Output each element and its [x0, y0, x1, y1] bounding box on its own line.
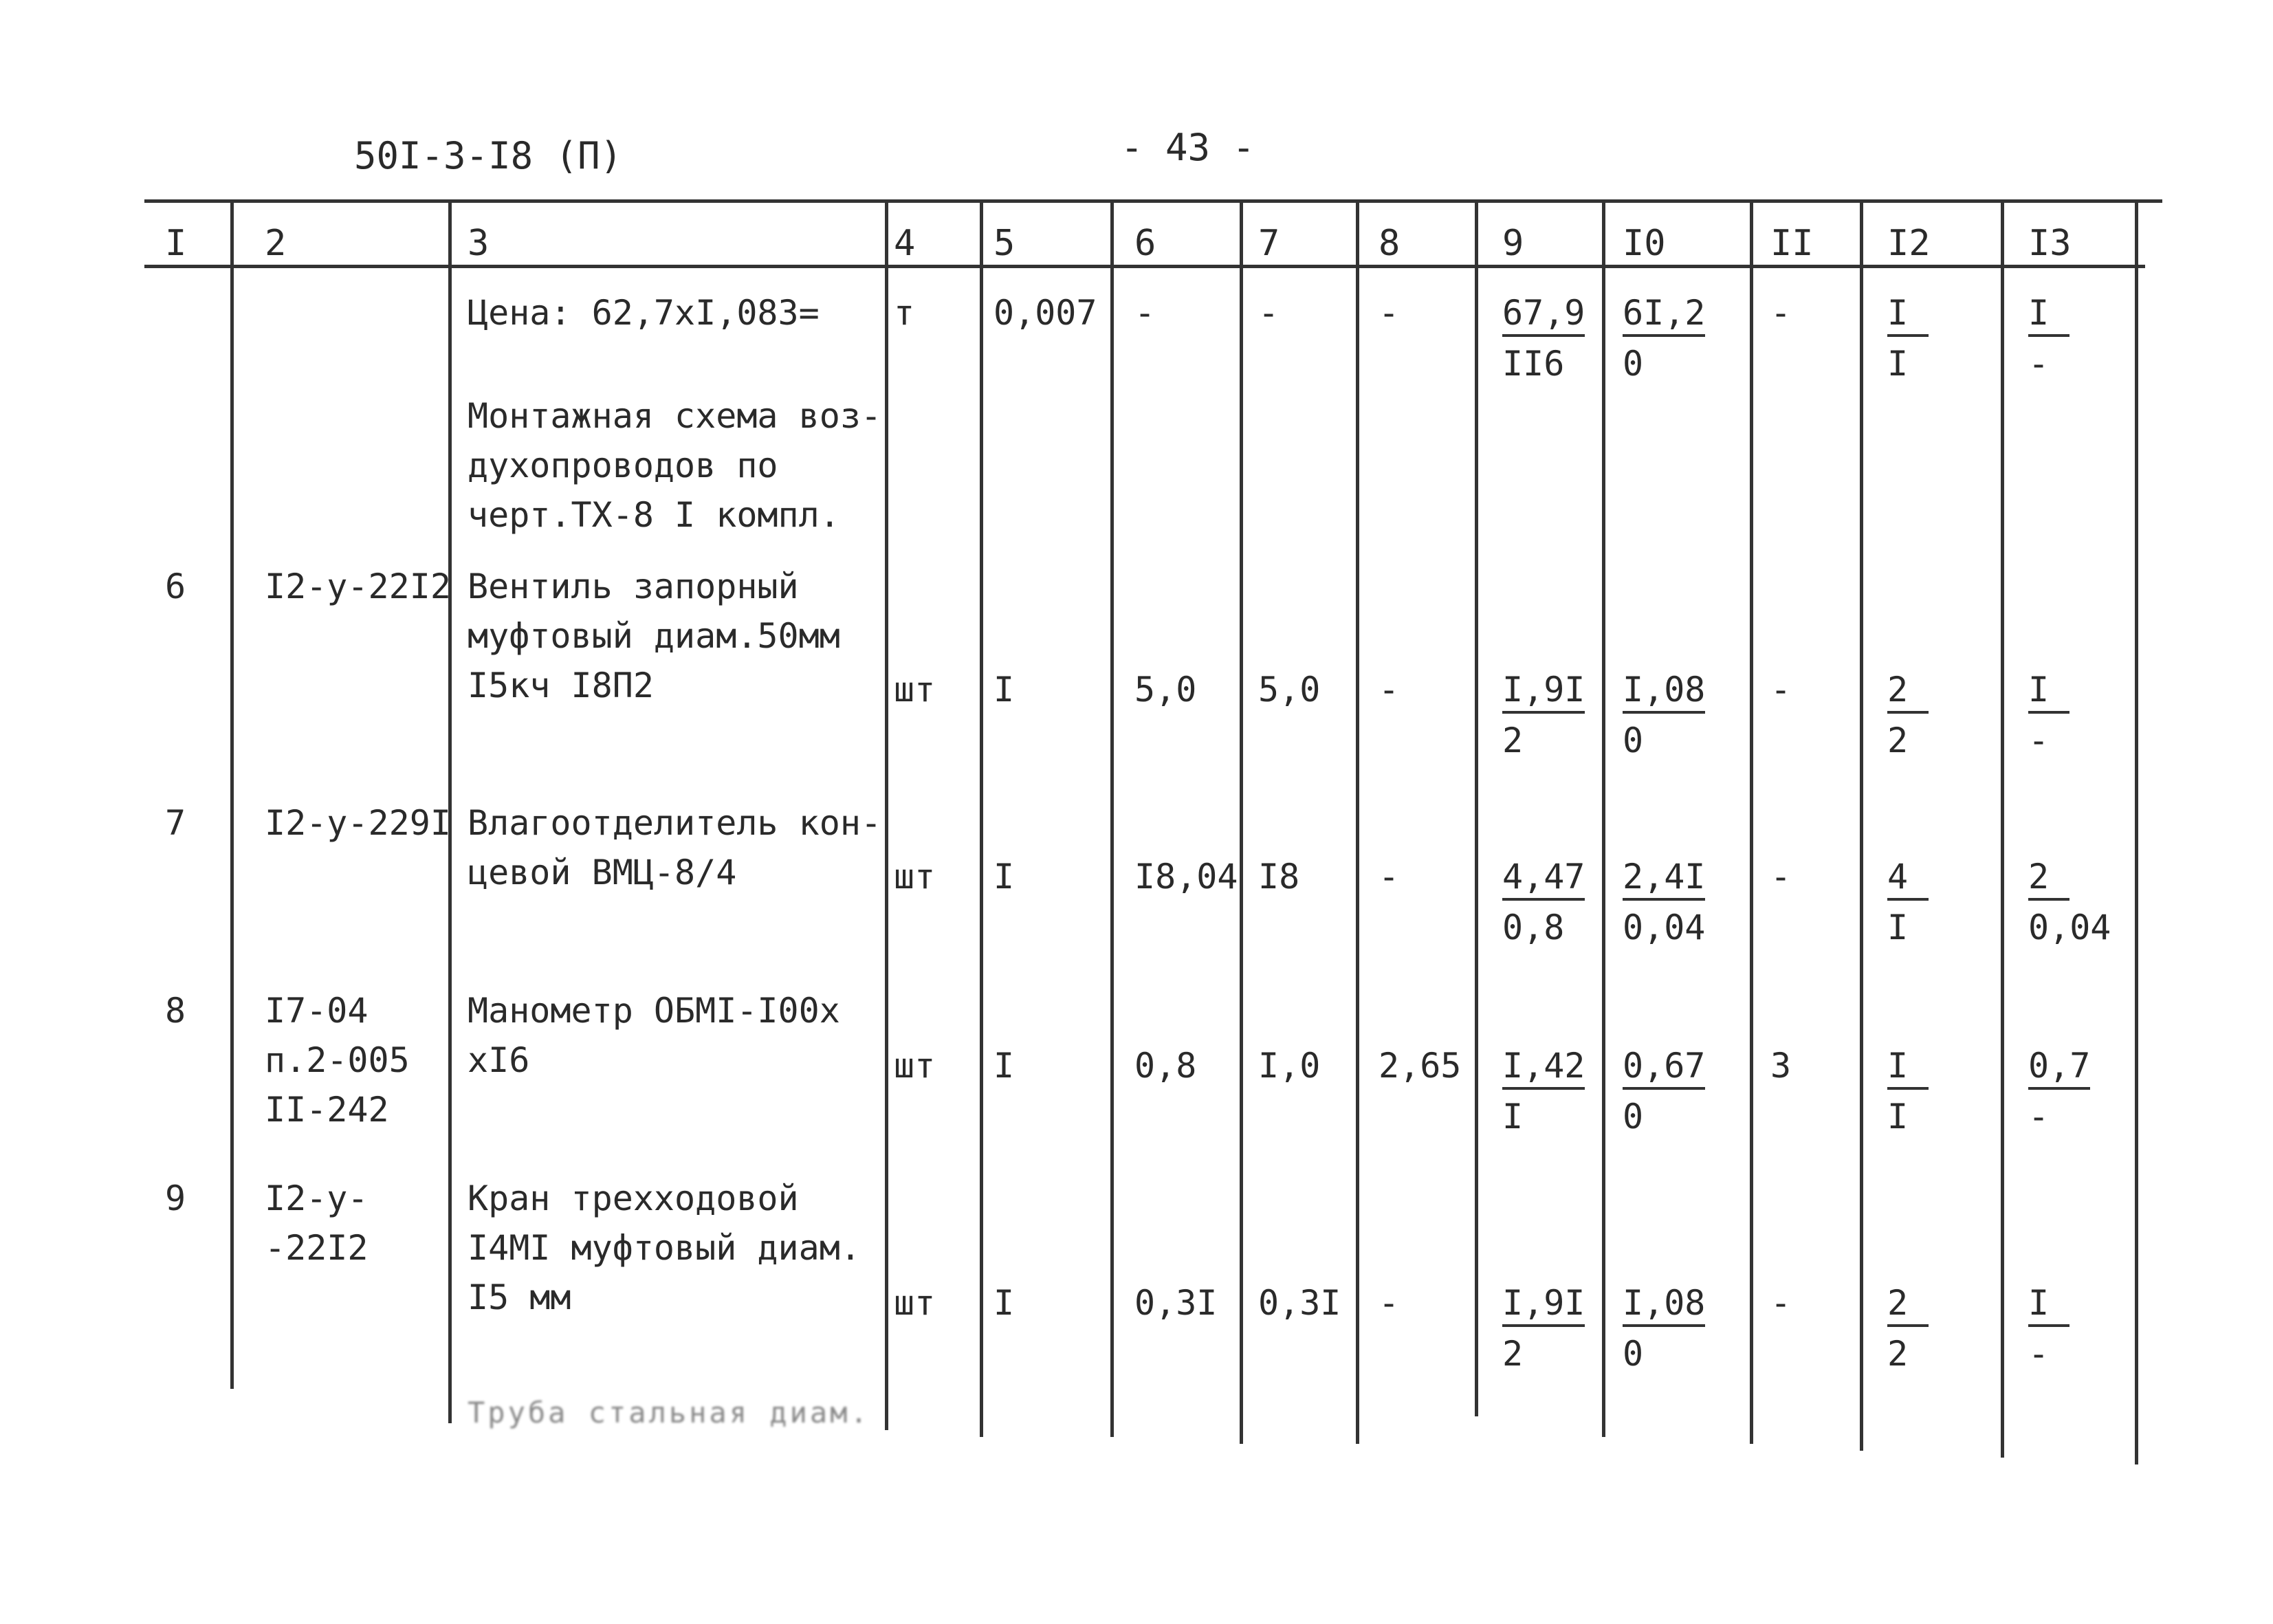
column-divider: [1860, 199, 1863, 1451]
column-header: 8: [1379, 223, 1401, 264]
row-quantity: I: [993, 670, 1015, 710]
row-code: I7-04: [265, 991, 369, 1031]
row-description: муфтовый диам.50мм: [468, 616, 840, 656]
column-divider: [2001, 199, 2004, 1458]
row-note: черт.ТХ-8 I компл.: [468, 495, 840, 535]
row-unit: т: [894, 293, 915, 333]
row-unit: шт: [894, 1046, 936, 1086]
row-description: Влагоотделитель кон-: [468, 803, 882, 843]
column-header: I3: [2028, 223, 2072, 264]
row-col6: -: [1134, 293, 1156, 333]
column-header: 4: [894, 223, 916, 264]
row-col6: I8,04: [1134, 857, 1238, 897]
row-col9-fraction: $\frac{I,9I}{2}$: [1502, 1283, 1585, 1374]
row-col13-fraction: I -: [2028, 296, 2069, 381]
row-col10-fraction: $\frac{2,4I}{0,04}$: [1623, 857, 1706, 947]
row-col13-fraction: 0,7 -: [2028, 1046, 2091, 1137]
row-col12-fraction: $\frac{I}{I}$: [1887, 296, 1929, 381]
column-divider: [1110, 199, 1114, 1437]
row-description: цевой ВМЦ-8/4: [468, 853, 737, 892]
row-description: I5кч I8П2: [468, 666, 654, 705]
column-divider: [1475, 199, 1478, 1416]
column-divider: [980, 199, 983, 1437]
row-col7: I8: [1258, 857, 1300, 897]
row-unit: шт: [894, 670, 936, 710]
row-code: I2-у-22I2: [265, 567, 451, 606]
row-col11: -: [1770, 1283, 1792, 1323]
row-col6: 0,3I: [1134, 1283, 1218, 1323]
row-col8: 2,65: [1379, 1046, 1462, 1086]
row-quantity: I: [993, 1283, 1015, 1323]
row-col10-fraction: $\frac{6I,2}{0}$: [1623, 293, 1706, 384]
column-divider: [1240, 199, 1243, 1444]
truncated-footer-text: Труба стальная диам.: [468, 1396, 870, 1429]
row-description: Вентиль запорный: [468, 567, 799, 606]
column-header: II: [1770, 223, 1814, 264]
row-col8: -: [1379, 857, 1400, 897]
row-col11: 3: [1770, 1046, 1792, 1086]
row-description: Цена: 62,7хI,083=: [468, 293, 820, 333]
row-note: Монтажная схема воз-: [468, 396, 882, 436]
row-col13-fraction: I -: [2028, 1286, 2069, 1371]
column-header: 3: [468, 223, 490, 264]
row-col11: -: [1770, 857, 1792, 897]
row-col10-fraction: $\frac{I,08}{0}$: [1623, 1283, 1706, 1374]
row-col7: -: [1258, 293, 1280, 333]
row-code: I2-у-: [265, 1178, 369, 1218]
row-col6: 5,0: [1134, 670, 1197, 710]
row-col8: -: [1379, 670, 1400, 710]
row-quantity: I: [993, 857, 1015, 897]
row-code: п.2-005: [265, 1040, 410, 1080]
column-divider: [885, 199, 888, 1430]
row-col12-fraction: $\frac{2}{2}$: [1887, 1286, 1929, 1371]
row-number: 8: [165, 991, 186, 1031]
row-description: I5 мм: [468, 1277, 571, 1317]
column-divider: [1602, 199, 1605, 1437]
page-number: - 43 -: [1121, 126, 1255, 169]
row-col12-fraction: $\frac{4}{I}$: [1887, 859, 1929, 945]
row-col8: -: [1379, 293, 1400, 333]
row-col12-fraction: $\frac{I}{I}$: [1887, 1049, 1929, 1134]
column-header: I2: [1887, 223, 1931, 264]
header-bottom-rule: [144, 265, 2145, 268]
row-col6: 0,8: [1134, 1046, 1197, 1086]
row-col9-fraction: $\frac{I,9I}{2}$: [1502, 670, 1585, 760]
column-divider: [1356, 199, 1359, 1444]
row-col9-fraction: $\frac{67,9}{II6}$: [1502, 293, 1585, 384]
row-description: Манометр ОБМI-I00х: [468, 991, 840, 1031]
row-quantity: I: [993, 1046, 1015, 1086]
row-col8: -: [1379, 1283, 1400, 1323]
row-description: Кран трехходовой: [468, 1178, 799, 1218]
column-header: 6: [1134, 223, 1156, 264]
row-description: I4МI муфтовый диам.: [468, 1228, 861, 1268]
column-header: 5: [993, 223, 1015, 264]
document-code: 50I-3-I8 (П): [354, 134, 623, 177]
row-unit: шт: [894, 1283, 936, 1323]
row-col7: 5,0: [1258, 670, 1321, 710]
row-col7: 0,3I: [1258, 1283, 1341, 1323]
row-number: 9: [165, 1178, 186, 1218]
row-col11: -: [1770, 670, 1792, 710]
row-note: духопроводов по: [468, 446, 778, 485]
row-col12-fraction: $\frac{2}{2}$: [1887, 672, 1929, 758]
column-divider: [2135, 199, 2138, 1464]
row-description: хI6: [468, 1040, 530, 1080]
column-header: I0: [1623, 223, 1666, 264]
row-col13-fraction: I -: [2028, 672, 2069, 758]
column-header: 9: [1502, 223, 1524, 264]
row-col13-fraction: $\frac{2}{0,04}$: [2028, 857, 2111, 947]
row-number: 6: [165, 567, 186, 606]
column-divider: [230, 199, 234, 1389]
column-divider: [1750, 199, 1753, 1444]
row-col7: I,0: [1258, 1046, 1321, 1086]
row-unit: шт: [894, 857, 936, 897]
row-code: I2-у-229I: [265, 803, 451, 843]
column-header: 7: [1258, 223, 1280, 264]
column-header: I: [165, 223, 187, 264]
row-code: -22I2: [265, 1228, 369, 1268]
row-col9-fraction: $\frac{4,47}{0,8}$: [1502, 857, 1585, 947]
row-col10-fraction: $\frac{0,67}{0}$: [1623, 1046, 1706, 1137]
row-col11: -: [1770, 293, 1792, 333]
column-header: 2: [265, 223, 287, 264]
row-col10-fraction: $\frac{I,08}{0}$: [1623, 670, 1706, 760]
row-quantity: 0,007: [993, 293, 1097, 333]
row-col9-fraction: $\frac{I,42}{I}$: [1502, 1046, 1585, 1137]
row-code: II-242: [265, 1090, 389, 1130]
row-number: 7: [165, 803, 186, 843]
